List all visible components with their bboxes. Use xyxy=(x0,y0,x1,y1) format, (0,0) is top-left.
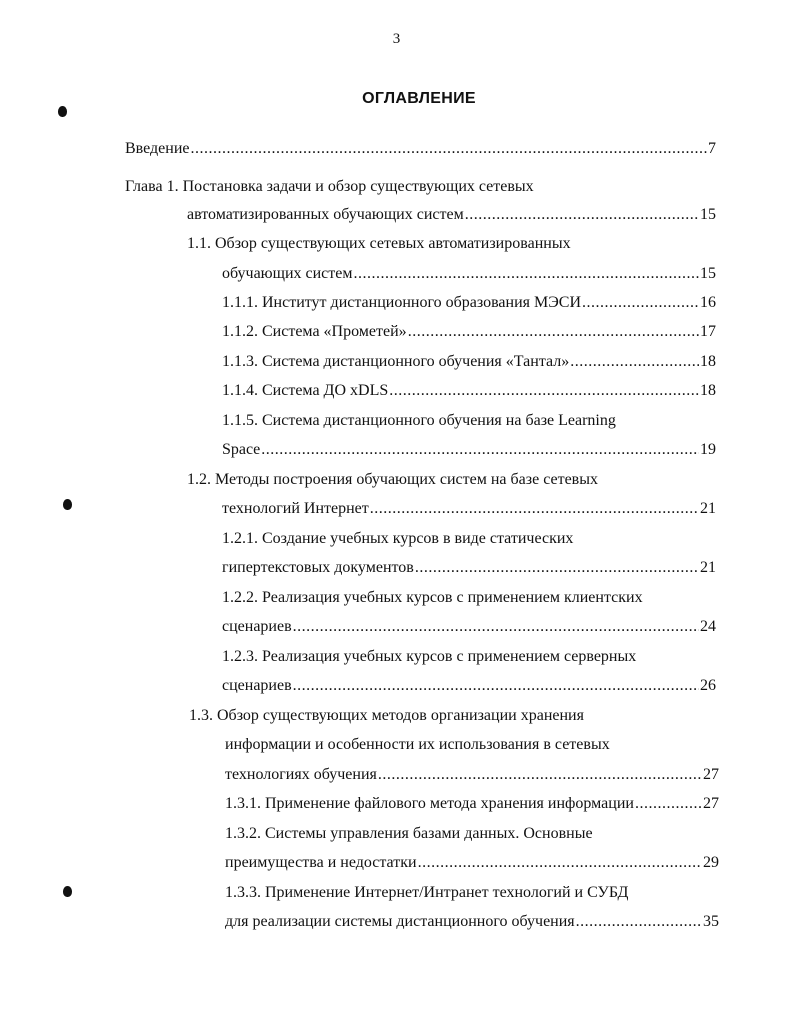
toc-entry-text: 1.3.1. Применение файлового метода хранения информации xyxy=(225,795,634,812)
dot-leader xyxy=(576,911,702,933)
toc-page-number: 27 xyxy=(703,795,719,812)
toc-section-1-2-2-line1[interactable]: 1.2.2. Реализация учебных курсов с применением клиентских xyxy=(222,589,643,606)
dot-leader xyxy=(293,675,699,697)
dot-leader xyxy=(354,263,700,285)
toc-page-number: 18 xyxy=(700,382,716,399)
toc-entry-text: 1.1.4. Система ДО xDLS xyxy=(222,382,389,399)
toc-entry-text: Space xyxy=(222,441,261,458)
dot-leader xyxy=(465,204,699,226)
toc-entry-text: технологиях обучения xyxy=(225,766,377,783)
toc-entry-text: 1.1.1. Институт дистанционного образования МЭСИ xyxy=(222,294,582,311)
toc-page-number: 21 xyxy=(700,559,716,576)
toc-page-number: 16 xyxy=(700,294,716,311)
toc-page-number: 27 xyxy=(703,766,719,783)
toc-title: ОГЛАВЛЕНИЕ xyxy=(362,90,476,107)
punch-hole-mark xyxy=(63,499,72,510)
toc-page-number: 24 xyxy=(700,618,716,635)
toc-entry-text: преимущества и недостатки xyxy=(225,854,417,871)
toc-entry-chapter-1[interactable] xyxy=(187,204,716,226)
toc-entry-1-3-3[interactable] xyxy=(225,911,719,933)
toc-section-1-3-2-line1[interactable]: 1.3.2. Системы управления базами данных. Основные xyxy=(225,825,593,842)
toc-entry-text: обучающих систем xyxy=(222,265,353,282)
toc-entry-text: сценариев xyxy=(222,677,292,694)
dot-leader xyxy=(378,764,702,786)
punch-hole-mark xyxy=(58,106,67,117)
toc-entry-text: автоматизированных обучающих систем xyxy=(187,206,464,223)
toc-page-number: 18 xyxy=(700,353,716,370)
dot-leader xyxy=(418,852,702,874)
toc-entry-1-2[interactable] xyxy=(222,498,716,520)
toc-page-number: 19 xyxy=(700,441,716,458)
toc-entry-text: 1.1.2. Система «Прометей» xyxy=(222,323,407,340)
toc-chapter-1-line1[interactable]: Глава 1. Постановка задачи и обзор существующих сетевых xyxy=(125,178,534,195)
toc-section-1-1-5-line1[interactable]: 1.1.5. Система дистанционного обучения на базе Learning xyxy=(222,412,616,429)
toc-entry-text: 1.1.3. Система дистанционного обучения «Тантал» xyxy=(222,353,570,370)
toc-page-number: 29 xyxy=(703,854,719,871)
dot-leader xyxy=(415,557,699,579)
toc-entry-1-3-1[interactable] xyxy=(225,793,719,815)
toc-page-number: 15 xyxy=(700,265,716,282)
toc-section-1-3-line1[interactable]: 1.3. Обзор существующих методов организации хранения xyxy=(189,707,584,724)
page-number: 3 xyxy=(392,31,401,47)
toc-page-number: 17 xyxy=(700,323,716,340)
toc-entry-1-1-3[interactable] xyxy=(222,351,716,373)
toc-page-number: 21 xyxy=(700,500,716,517)
toc-entry-1-2-2[interactable] xyxy=(222,616,716,638)
toc-entry-1-1-1[interactable] xyxy=(222,292,716,314)
dot-leader xyxy=(261,439,699,461)
punch-hole-mark xyxy=(63,886,72,897)
toc-entry-1-1-5[interactable] xyxy=(222,439,716,461)
toc-entry-1-1-2[interactable] xyxy=(222,321,716,343)
dot-leader xyxy=(408,321,699,343)
toc-entry-text: для реализации системы дистанционного обучения xyxy=(225,913,575,930)
toc-entry-text: Введение xyxy=(125,140,190,157)
toc-page-number: 35 xyxy=(703,913,719,930)
toc-section-1-2-3-line1[interactable]: 1.2.3. Реализация учебных курсов с применением серверных xyxy=(222,648,637,665)
dot-leader xyxy=(570,351,699,373)
toc-entry-1-3[interactable] xyxy=(225,764,719,786)
dot-leader xyxy=(635,793,702,815)
toc-page-number: 26 xyxy=(700,677,716,694)
toc-section-1-3-3-line1[interactable]: 1.3.3. Применение Интернет/Интранет технологий и СУБД xyxy=(225,884,629,901)
toc-entry-text: сценариев xyxy=(222,618,292,635)
toc-entry-1-2-1[interactable] xyxy=(222,557,716,579)
toc-entry-1-3-2[interactable] xyxy=(225,852,719,874)
dot-leader xyxy=(389,380,699,402)
toc-entry-text: технологий Интернет xyxy=(222,500,369,517)
toc-entry-text: гипертекстовых документов xyxy=(222,559,414,576)
dot-leader xyxy=(370,498,699,520)
toc-section-1-1-line1[interactable]: 1.1. Обзор существующих сетевых автоматизированных xyxy=(187,235,571,252)
toc-entry-1-1[interactable] xyxy=(222,263,716,285)
toc-section-1-3-line2[interactable]: информации и особенности их использования в сетевых xyxy=(225,736,610,753)
toc-section-1-2-1-line1[interactable]: 1.2.1. Создание учебных курсов в виде статических xyxy=(222,530,574,547)
toc-entry-1-1-4[interactable] xyxy=(222,380,716,402)
toc-page-number: 7 xyxy=(708,140,716,157)
toc-section-1-2-line1[interactable]: 1.2. Методы построения обучающих систем на базе сетевых xyxy=(187,471,598,488)
dot-leader xyxy=(582,292,699,314)
toc-entry-1-2-3[interactable] xyxy=(222,675,716,697)
toc-entry-intro[interactable] xyxy=(125,138,716,160)
dot-leader xyxy=(293,616,699,638)
dot-leader xyxy=(191,138,708,160)
toc-page-number: 15 xyxy=(700,206,716,223)
